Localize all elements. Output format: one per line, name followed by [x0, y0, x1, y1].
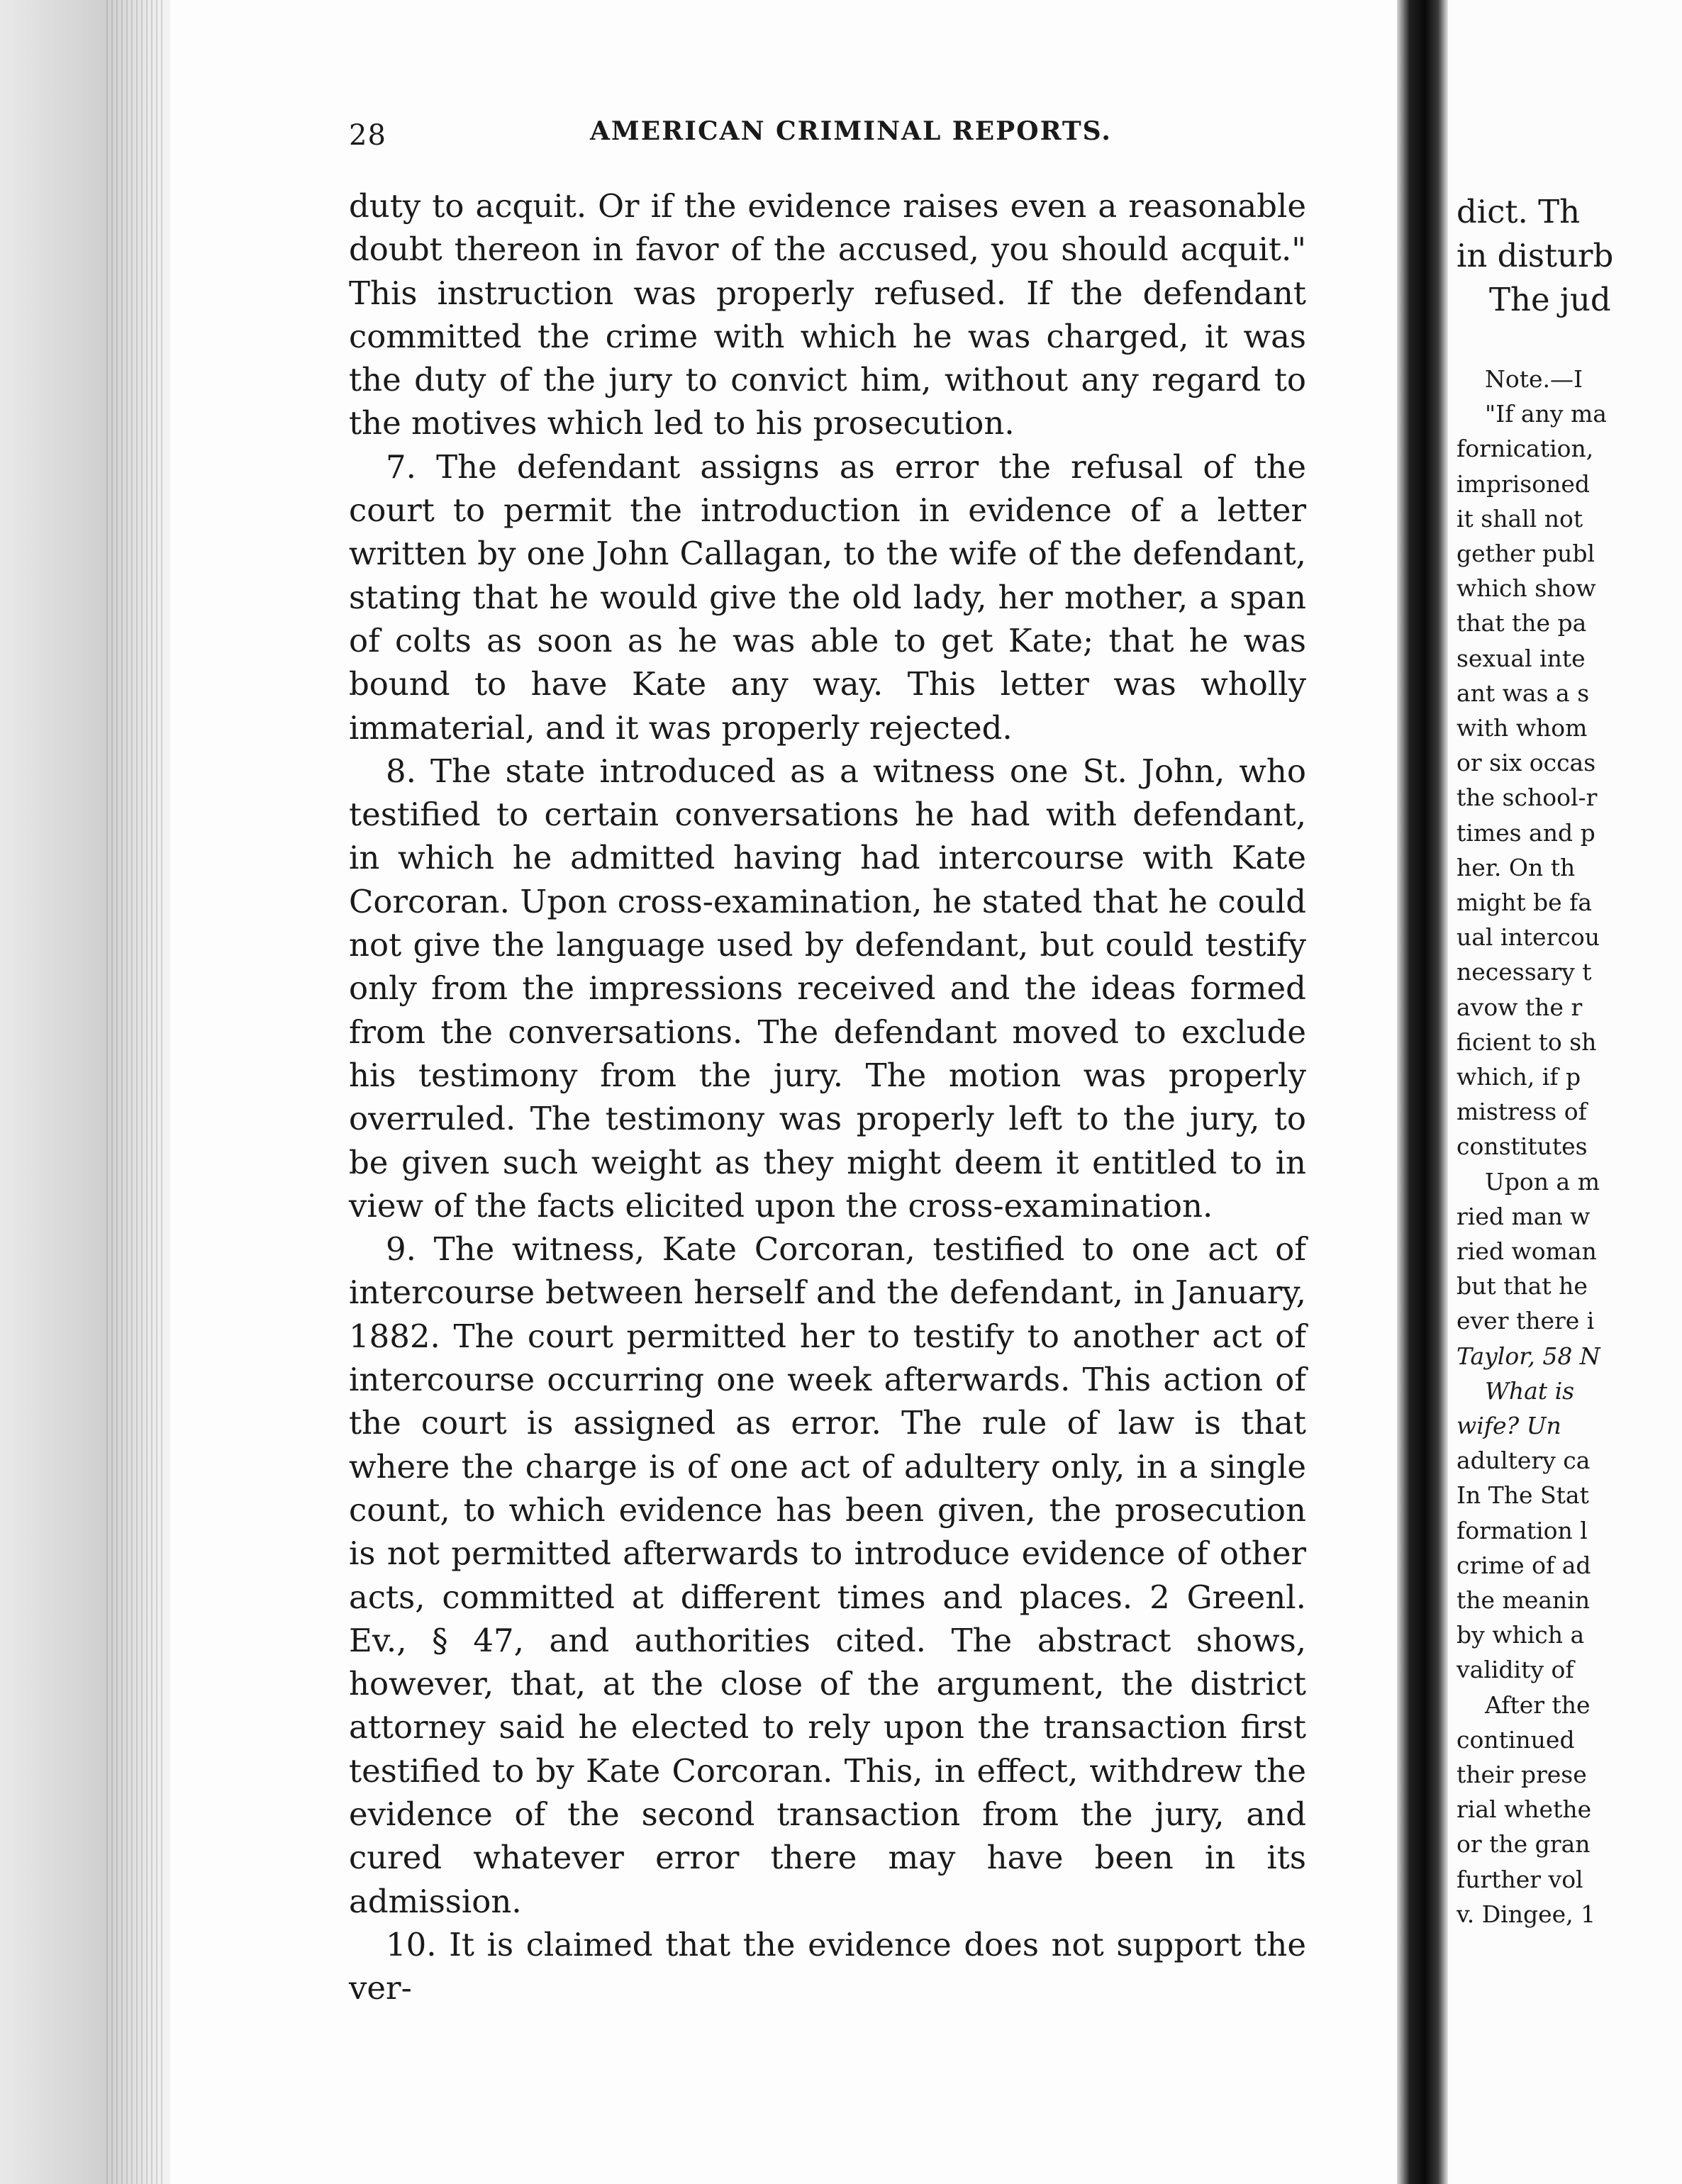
paragraph-9: 9. The witness, Kate Corcoran, testified to one act of intercourse between herself and the defendant, in January, 1882. The court permitted her to testify to another act of intercourse occurring one week afterwards. This action of the court is assigned as error. The rule of law is that where the charge is of one act of adultery only, in a single count, to which evidence has been given, the prosecution is not permitted afterwards to introduce evidence of other acts, committed at different times and places. 2 Greenl. Ev., § 47, and authorities cited. The abstract shows, however, that, at the close of the argument, the district attorney said he elected to rely upon the transaction first testified to by Kate Corcoran. This, in effect, withdrew the evidence of the second transaction from the jury, and cured whatever error there may have been in its admission.	[349, 1230, 1306, 1920]
note-line: ried man w	[1457, 1203, 1591, 1230]
paragraph-10: 10. It is claimed that the evidence does not support the ver-	[349, 1925, 1306, 2007]
note-line: rial whethe	[1457, 1795, 1592, 1823]
note-line: formation l	[1457, 1517, 1588, 1544]
note-line: her. On th	[1457, 854, 1576, 881]
running-head: AMERICAN CRIMINAL REPORTS.	[590, 116, 1112, 146]
note-line: the meanin	[1457, 1586, 1591, 1614]
note-line: it shall not	[1457, 505, 1583, 533]
paragraph-7: 7. The defendant assigns as error the refusal of the court to permit the introduction in evidence of a letter written by one John Callagan, to the wife of the defendant, stating that he would give the old lady, her mother, a span of colts as soon as he was able to get Kate; that he was bound to have Kate any way. This letter was wholly immaterial, and it was properly rejected.	[349, 447, 1306, 747]
note-line: ficient to sh	[1457, 1028, 1597, 1056]
note-line: imprisoned	[1457, 470, 1591, 498]
note-line: ever there i	[1457, 1307, 1595, 1335]
note-line: validity of	[1457, 1656, 1574, 1683]
note-line: or the gran	[1457, 1830, 1591, 1858]
body-text	[349, 184, 1306, 2010]
note-line: the school-r	[1457, 784, 1598, 811]
note-line: crime of ad	[1457, 1551, 1591, 1579]
paragraph-continuation: duty to acquit. Or if the evidence raises even a reasonable doubt thereon in favor of the accused, you should acquit." This instruction was properly refused. If the defendant committed the crime with which he was charged, it was the duty of the jury to convict him, without any regard to the motives which led to his prosecution.	[349, 187, 1306, 442]
note-line: necessary t	[1457, 958, 1592, 986]
note-line: sexual inte	[1457, 645, 1586, 672]
note-line: which show	[1457, 574, 1596, 602]
note-line: "If any ma	[1485, 400, 1607, 428]
page-header	[349, 112, 1313, 162]
note-line: Note.—I	[1485, 365, 1583, 393]
note-line: which, if p	[1457, 1063, 1581, 1091]
page-number: 28	[349, 119, 386, 152]
note-line: further vol	[1457, 1866, 1583, 1893]
book-gutter	[1397, 0, 1448, 2184]
note-line: v. Dingee, 1	[1457, 1900, 1596, 1928]
note-line: times and p	[1457, 819, 1595, 847]
page-edge-lines	[106, 0, 163, 2184]
note-line: ried woman	[1457, 1237, 1597, 1265]
note-line: fornication,	[1457, 435, 1594, 462]
note-line: might be fa	[1457, 888, 1593, 916]
note-line: After the	[1485, 1691, 1591, 1719]
note-line: that the pa	[1457, 609, 1587, 637]
note-line: What is	[1485, 1377, 1575, 1405]
note-line: or six occas	[1457, 749, 1596, 776]
note-line: continued	[1457, 1726, 1575, 1754]
note-line: constitutes	[1457, 1132, 1588, 1160]
right-top-line: The jud	[1489, 281, 1611, 318]
note-line: but that he	[1457, 1272, 1588, 1300]
note-line: adultery ca	[1457, 1447, 1591, 1474]
note-line: wife? Un	[1457, 1412, 1561, 1439]
right-top-line: in disturb	[1457, 237, 1614, 274]
note-line: Upon a m	[1485, 1168, 1600, 1196]
note-line: by which a	[1457, 1621, 1585, 1649]
paragraph-8: 8. The state introduced as a witness one St. John, who testified to certain conversations he had with defendant, in which he admitted having had intercourse with Kate Corcoran. Upon cross-examination, he stated that he could not give the language used by defendant, but could testify only from the impressions received and the ideas formed from the conversations. The defendant moved to exclude his testimony from the jury. The motion was properly overruled. The testimony was properly left to the jury, to be given such weight as they might deem it entitled to in view of the facts elicited upon the cross-examination.	[349, 752, 1306, 1225]
right-top-line: dict. Th	[1457, 193, 1581, 230]
note-line: ant was a s	[1457, 679, 1590, 707]
note-line: with whom	[1457, 714, 1588, 742]
note-line: gether publ	[1457, 540, 1595, 567]
note-line: ual intercou	[1457, 923, 1600, 951]
note-line: avow the r	[1457, 993, 1583, 1021]
note-line: their prese	[1457, 1761, 1587, 1788]
note-line: mistress of	[1457, 1098, 1587, 1125]
note-line: Taylor, 58 N	[1457, 1342, 1600, 1370]
note-line: In The Stat	[1457, 1481, 1589, 1509]
